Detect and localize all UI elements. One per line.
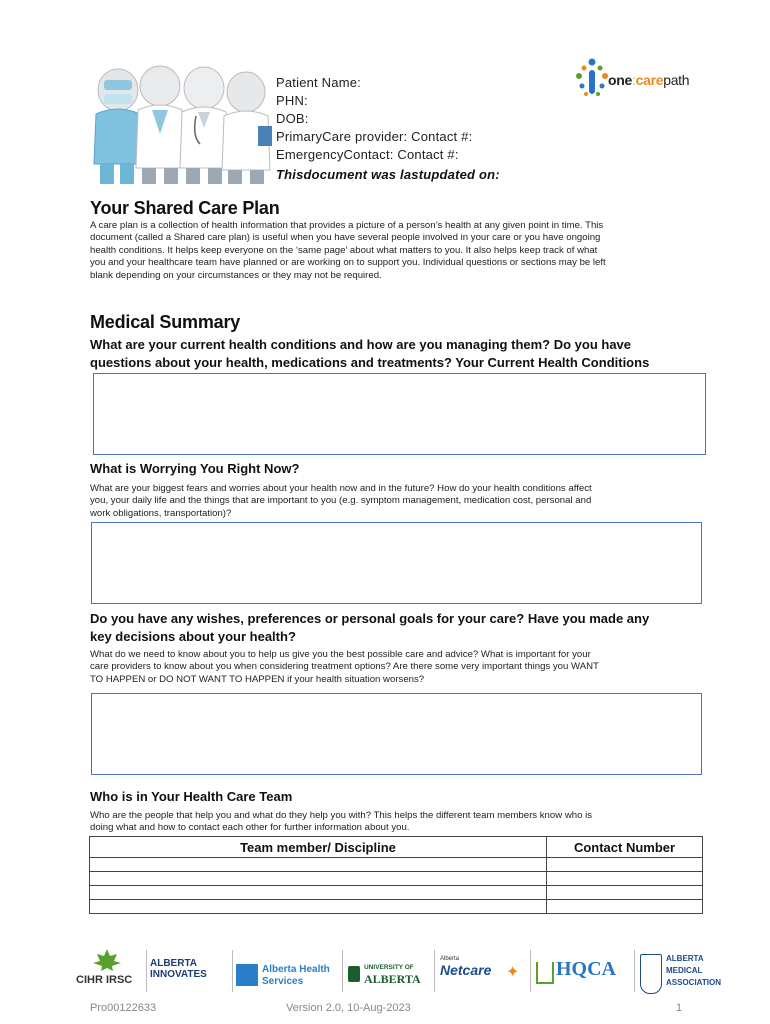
- contact-number-cell[interactable]: [547, 872, 703, 886]
- ahs-logo: Alberta Health Services: [236, 962, 340, 992]
- table-row: [90, 886, 703, 900]
- maple-leaf-icon: [92, 948, 122, 972]
- medical-summary-title: Medical Summary: [90, 312, 241, 332]
- ama-logo: ALBERTA MEDICAL ASSOCIATION: [640, 952, 726, 996]
- phn-label: PHN:: [276, 93, 308, 108]
- page-number: 1: [676, 1002, 683, 1014]
- shared-care-text: A care plan is a collection of health information that provides a picture of a person’s health at any given point in time. This document (called a Shared care plan) is useful when you have several people involved in your care or you have ongoing health conditions. It helps keep everyone on the ‘same page’ about what matters to you. It also helps keep track of what you and your healthcare team have planned or are working on to support you. Individual questions or sections may be left blank depending on your circumstances or they may not be required.: [90, 220, 606, 281]
- onecarepath-logo: one:carepath: [572, 58, 712, 102]
- patient-name-label: Patient Name:: [276, 75, 361, 90]
- health-conditions-answer-box[interactable]: [93, 373, 706, 455]
- dob-label: DOB:: [276, 111, 309, 126]
- uofa-logo: UNIVERSITY OF ALBERTA: [348, 964, 432, 994]
- worrying-answer-box[interactable]: [91, 522, 702, 604]
- wishes-text: What do we need to know about you to help us give you the best possible care and advice? What is important for your care providers to know about you when considering treatment options? Are there some very important things you WANT TO HAPPEN or DO NOT WANT TO HAPPEN if your health situation worsens?: [90, 649, 599, 685]
- contact-number-cell[interactable]: [547, 886, 703, 900]
- alberta-innovates-logo: ALBERTA INNOVATES: [150, 958, 207, 980]
- last-updated-label: Thisdocument was lastupdated on:: [276, 167, 500, 182]
- primary-care-label: PrimaryCare provider: Contact #:: [276, 129, 473, 144]
- wishes-title: Do you have any wishes, preferences or personal goals for your care? Have you made any key decisions about your health?: [90, 611, 650, 644]
- table-row: [90, 900, 703, 914]
- team-title: Who is in Your Health Care Team: [90, 789, 293, 804]
- hqca-logo: HQCA: [536, 958, 632, 992]
- netcare-arrows-icon: ✦: [506, 964, 520, 981]
- worrying-title: What is Worrying You Right Now?: [90, 461, 300, 476]
- netcare-logo: Alberta Netcare ✦: [440, 956, 520, 981]
- contact-number-cell[interactable]: [547, 900, 703, 914]
- worrying-text: What are your biggest fears and worries about your health now and in the future? How do your health conditions affect you, your daily life and the things that are important to you (e.g. symptom management, medication cost, personal and work obligations, transportation)?: [90, 483, 592, 519]
- cihr-logo: CIHR IRSC: [72, 946, 142, 994]
- onecarepath-mark-icon: [572, 58, 612, 102]
- team-member-header: Team member/ Discipline: [90, 837, 547, 858]
- ama-shield-icon: [640, 954, 662, 994]
- table-row: [90, 858, 703, 872]
- contact-number-cell[interactable]: [547, 858, 703, 872]
- brand-one: one: [608, 72, 632, 88]
- brand-care: care: [635, 72, 664, 88]
- document-code: Pro00122633: [90, 1002, 157, 1014]
- hqca-mark-icon: [536, 962, 554, 984]
- ahs-mark-icon: [236, 964, 258, 986]
- table-row: [90, 872, 703, 886]
- team-text: Who are the people that help you and what do they help you with? This helps the different team members know who is doing what and how to contact each other for further information about you.: [90, 810, 593, 834]
- health-conditions-question: What are your current health conditions and how are you managing them? Do you have questions about your health, medications and treatments? Your Current Health Conditions: [90, 337, 650, 370]
- wishes-answer-box[interactable]: [91, 693, 702, 775]
- brand-path: path: [663, 72, 690, 88]
- shared-care-title: Your Shared Care Plan: [90, 198, 280, 218]
- team-member-cell[interactable]: [90, 858, 547, 872]
- uofa-crest-icon: [348, 966, 360, 982]
- version-text: Version 2.0, 10-Aug-2023: [286, 1002, 411, 1014]
- contact-number-header: Contact Number: [547, 837, 703, 858]
- team-member-cell[interactable]: [90, 900, 547, 914]
- team-member-cell[interactable]: [90, 872, 547, 886]
- doctors-illustration: [86, 64, 276, 186]
- emergency-contact-label: EmergencyContact: Contact #:: [276, 147, 459, 162]
- team-table: [89, 836, 703, 914]
- team-member-cell[interactable]: [90, 886, 547, 900]
